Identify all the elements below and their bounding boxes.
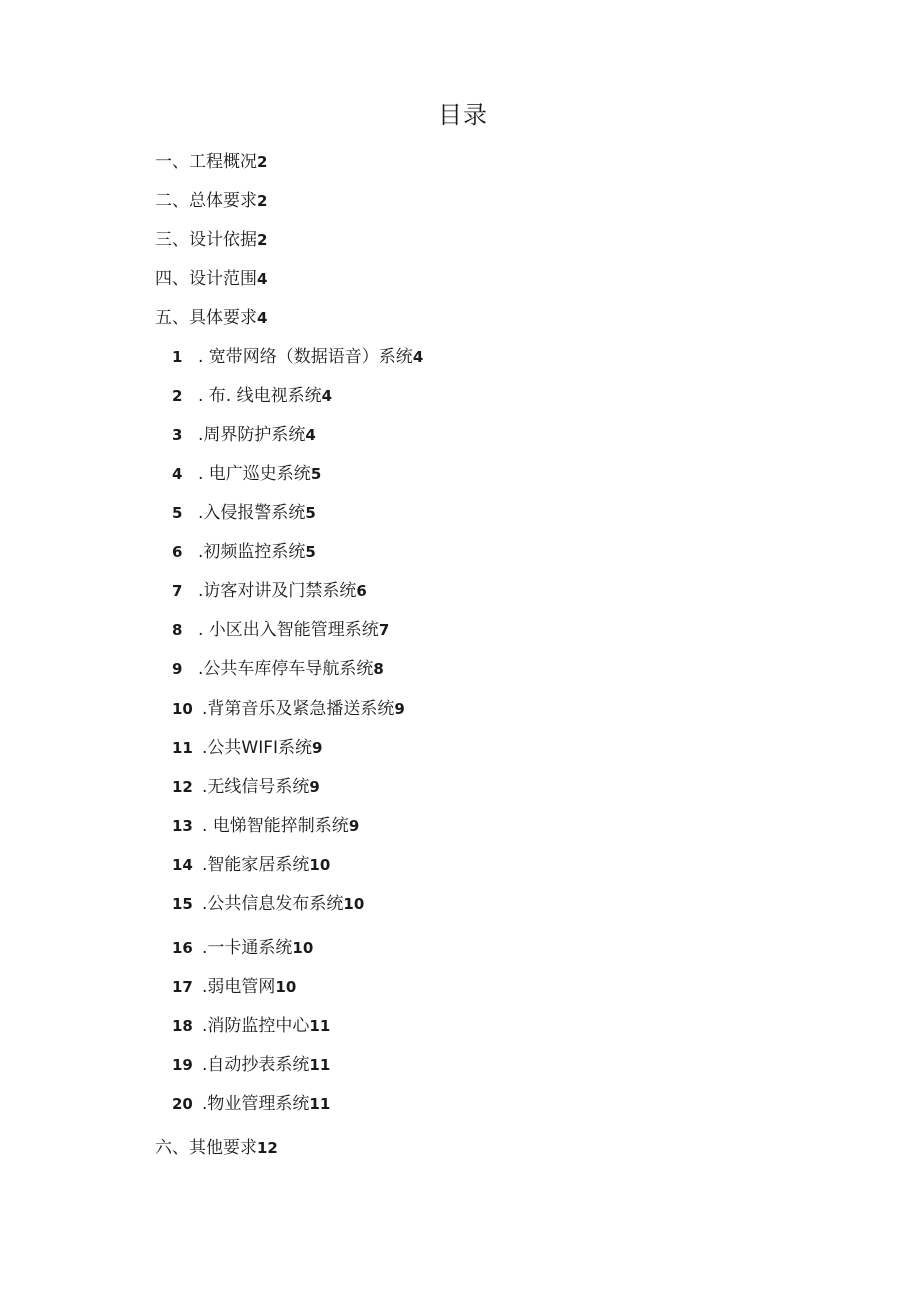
- toc-entry-page: 5: [310, 465, 322, 483]
- toc-subentry-3[interactable]: [172, 422, 316, 448]
- toc-entry-number: 17: [172, 978, 193, 996]
- toc-entry-page: 9: [348, 817, 360, 835]
- toc-entry-page: 2: [257, 192, 268, 210]
- toc-entry-label: 二、总体要求: [155, 191, 257, 211]
- toc-entry-label: . 电广巡史系统: [198, 464, 311, 484]
- toc-entry-label: .自动抄表系统: [202, 1055, 310, 1075]
- toc-entry-4[interactable]: [155, 266, 267, 292]
- toc-entry-page: 4: [257, 309, 268, 327]
- toc-subentry-11[interactable]: [172, 735, 322, 761]
- toc-subentry-2[interactable]: [172, 383, 332, 409]
- toc-entry-label: . 布. 线电视系统: [198, 386, 322, 406]
- toc-entry-label: .无线信号系统: [202, 777, 310, 797]
- toc-subentry-4[interactable]: [172, 461, 321, 487]
- toc-entry-page: 8: [373, 660, 384, 678]
- toc-entry-page: 9: [312, 739, 323, 757]
- toc-subentry-9[interactable]: [172, 656, 384, 682]
- toc-entry-label: 一、工程概况: [155, 152, 257, 172]
- toc-entry-number: 3: [172, 426, 183, 444]
- toc-entry-page: 10: [343, 895, 365, 913]
- page-title: 目录: [438, 101, 488, 129]
- toc-entry-page: 11: [309, 1056, 331, 1074]
- toc-entry-label: .访客对讲及门禁系统: [198, 581, 357, 601]
- toc-entry-number: 4: [172, 465, 183, 483]
- toc-entry-number: 19: [172, 1056, 193, 1074]
- toc-entry-label: .公共车库停车导航系统: [198, 659, 374, 679]
- toc-entry-number: 11: [172, 739, 193, 757]
- toc-entry-number: 5: [172, 504, 183, 522]
- toc-entry-label: 四、设计范围: [155, 269, 257, 289]
- toc-entry-page: 4: [257, 270, 268, 288]
- toc-entry-number: 7: [172, 582, 183, 600]
- toc-entry-label: . 宽带网络（数据语音）系统: [198, 347, 413, 367]
- toc-subentry-20[interactable]: [172, 1091, 330, 1117]
- toc-entry-page: 10: [292, 939, 314, 957]
- toc-subentry-13[interactable]: [172, 813, 359, 839]
- toc-subentry-5[interactable]: [172, 500, 316, 526]
- toc-subentry-1[interactable]: [172, 344, 423, 370]
- toc-entry-6[interactable]: [155, 1135, 278, 1161]
- toc-entry-page: 7: [378, 621, 390, 639]
- toc-entry-page: 11: [309, 1095, 331, 1113]
- toc-subentry-19[interactable]: [172, 1052, 330, 1078]
- toc-subentry-17[interactable]: [172, 974, 296, 1000]
- toc-entry-label: .入侵报警系统: [198, 503, 306, 523]
- toc-entry-label: 三、设计依据: [155, 230, 257, 250]
- toc-subentry-18[interactable]: [172, 1013, 330, 1039]
- toc-entry-number: 8: [172, 621, 183, 639]
- toc-entry-page: 2: [257, 153, 268, 171]
- toc-subentry-8[interactable]: [172, 617, 389, 643]
- toc-entry-2[interactable]: [155, 188, 267, 214]
- toc-entry-number: 9: [172, 660, 183, 678]
- toc-entry-page: 12: [257, 1139, 278, 1157]
- toc-subentry-16[interactable]: [172, 935, 313, 961]
- toc-entry-page: 10: [309, 856, 331, 874]
- toc-entry-page: 11: [309, 1017, 331, 1035]
- toc-entry-page: 9: [394, 700, 405, 718]
- toc-entry-label: .初频监控系统: [198, 542, 306, 562]
- toc-entry-page: 4: [305, 426, 316, 444]
- toc-subentry-15[interactable]: [172, 891, 364, 917]
- toc-entry-page: 5: [305, 504, 316, 522]
- toc-entry-label: . 小区出入智能管理系统: [198, 620, 379, 640]
- toc-entry-number: 15: [172, 895, 193, 913]
- toc-entry-page: 10: [275, 978, 297, 996]
- toc-subentry-14[interactable]: [172, 852, 330, 878]
- toc-subentry-7[interactable]: [172, 578, 367, 604]
- toc-entry-page: 9: [309, 778, 320, 796]
- toc-entry-label: .背第音乐及紧急播送系统: [202, 699, 395, 719]
- toc-entry-label: .智能家居系统: [202, 855, 310, 875]
- toc-entry-page: 2: [257, 231, 268, 249]
- toc-subentry-6[interactable]: [172, 539, 316, 565]
- toc-entry-page: 4: [321, 387, 333, 405]
- toc-entry-number: 12: [172, 778, 193, 796]
- toc-entry-label: .公共WIFI系统: [202, 738, 313, 758]
- toc-entry-label: .弱电管网: [202, 977, 276, 997]
- toc-entry-label: .一卡通系统: [202, 938, 293, 958]
- toc-entry-page: 5: [305, 543, 316, 561]
- toc-entry-label: . 电悌智能捽制系统: [202, 816, 349, 836]
- toc-entry-label: .公共信息发布系统: [202, 894, 344, 914]
- toc-entry-page: 6: [356, 582, 367, 600]
- toc-subentry-12[interactable]: [172, 774, 320, 800]
- toc-entry-1[interactable]: [155, 149, 267, 175]
- toc-entry-page: 4: [412, 348, 424, 366]
- toc-entry-number: 20: [172, 1095, 193, 1113]
- toc-entry-number: 1: [172, 348, 183, 366]
- toc-entry-label: .消防监控中心: [202, 1016, 310, 1036]
- toc-entry-label: 五、具体要求: [155, 308, 257, 328]
- toc-entry-number: 16: [172, 939, 193, 957]
- toc-entry-label: 六、其他要求: [155, 1138, 257, 1158]
- toc-entry-number: 10: [172, 700, 193, 718]
- toc-subentry-10[interactable]: [172, 696, 405, 722]
- toc-entry-label: .周界防护系统: [198, 425, 306, 445]
- toc-entry-number: 2: [172, 387, 183, 405]
- toc-entry-number: 6: [172, 543, 183, 561]
- toc-entry-number: 14: [172, 856, 193, 874]
- toc-entry-5[interactable]: [155, 305, 267, 331]
- toc-entry-label: .物业管理系统: [202, 1094, 310, 1114]
- toc-entry-number: 18: [172, 1017, 193, 1035]
- toc-entry-number: 13: [172, 817, 193, 835]
- toc-entry-3[interactable]: [155, 227, 267, 253]
